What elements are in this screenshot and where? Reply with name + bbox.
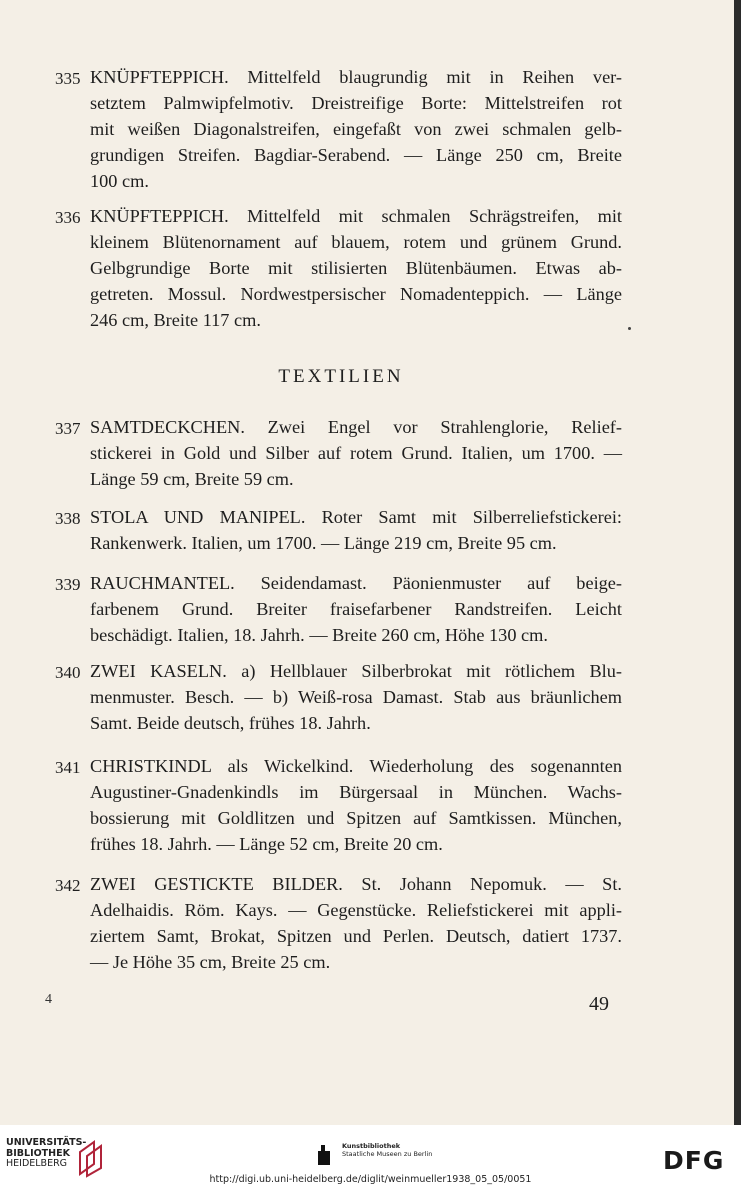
entry-line: farbenem Grund. Breiter fraisefarbener Randstreifen. Leicht: [90, 599, 622, 619]
entry-line: CHRISTKINDL als Wickelkind. Wiederholung des sogenannten: [90, 756, 622, 776]
entry-number: 336: [55, 208, 81, 227]
entry-line: ziertem Samt, Brokat, Spitzen und Perlen. Deutsch, datiert 1737.: [90, 926, 622, 946]
entry-line: mit weißen Diagonalstreifen, eingefaßt von zwei schmalen gelb-: [90, 119, 622, 139]
entry-line: KNÜPFTEPPICH. Mittelfeld blaugrundig mit in Reihen ver-: [90, 67, 622, 87]
kb-line-1: Kunstbibliothek: [342, 1142, 401, 1150]
entry-number: 342: [55, 876, 81, 895]
entry-line: Länge 59 cm, Breite 59 cm.: [90, 469, 294, 489]
entry-line: Samt. Beide deutsch, frühes 18. Jahrh.: [90, 713, 371, 733]
entry-number: 337: [55, 419, 81, 438]
ub-line-3: HEIDELBERG: [6, 1158, 68, 1169]
entry-number: 335: [55, 69, 81, 88]
entry-line: beschädigt. Italien, 18. Jahrh. — Breite 260 cm, Höhe 130 cm.: [90, 625, 548, 645]
entry-line: grundigen Streifen. Bagdiar-Serabend. — Länge 250 cm, Breite: [90, 145, 622, 165]
entry-line: bossierung mit Goldlitzen und Spitzen auf Samtkissen. München,: [90, 808, 622, 828]
entry-line: STOLA UND MANIPEL. Roter Samt mit Silberreliefstickerei:: [90, 507, 622, 527]
entry-line: 246 cm, Breite 117 cm.: [90, 310, 261, 330]
kb-logo-text: [342, 1142, 432, 1158]
kunstbibliothek-logo[interactable]: [316, 1141, 456, 1171]
entry-line: kleinem Blütenornament auf blauem, rotem und grünem Grund.: [90, 232, 622, 252]
page-number: 49: [589, 993, 609, 1015]
entry-line: ZWEI GESTICKTE BILDER. St. Johann Nepomuk. — St.: [90, 874, 622, 894]
entry-line: RAUCHMANTEL. Seidendamast. Päonienmuster auf beige-: [90, 573, 622, 593]
entry-line: 100 cm.: [90, 171, 149, 191]
entry-line: Augustiner-Gnadenkindls im Bürgersaal in München. Wachs-: [90, 782, 622, 802]
source-url-link[interactable]: http://digi.ub.uni-heidelberg.de/diglit/weinmueller1938_05_05/0051: [209, 1174, 532, 1185]
ub-emblem-icon: [76, 1140, 106, 1178]
entry-line: frühes 18. Jahrh. — Länge 52 cm, Breite 20 cm.: [90, 834, 443, 854]
kunstbibliothek-emblem-icon: [316, 1143, 336, 1167]
entry-line: Rankenwerk. Italien, um 1700. — Länge 219 cm, Breite 95 cm.: [90, 533, 557, 553]
entry-line: menmuster. Besch. — b) Weiß-rosa Damast. Stab aus bräunlichem: [90, 687, 622, 707]
kb-line-2: Staatliche Museen zu Berlin: [342, 1150, 433, 1158]
dfg-logo[interactable]: DFG: [663, 1146, 725, 1175]
entry-line: stickerei in Gold und Silber auf rotem Grund. Italien, um 1700. —: [90, 443, 622, 463]
entry-number: 341: [55, 758, 81, 777]
entry-number: 340: [55, 663, 81, 682]
signature-mark: 4: [45, 992, 52, 1007]
page-edge: [734, 0, 741, 1125]
entry-line: ZWEI KASELN. a) Hellblauer Silberbrokat mit rötlichem Blu-: [90, 661, 622, 681]
entry-line: setztem Palmwipfelmotiv. Dreistreifige Borte: Mittelstreifen rot: [90, 93, 622, 113]
entry-line: Gelbgrundige Borte mit stilisierten Blütenbäumen. Etwas ab-: [90, 258, 622, 278]
ink-speck: [628, 327, 631, 330]
entry-line: getreten. Mossul. Nordwestpersischer Nomadenteppich. — Länge: [90, 284, 622, 304]
entry-line: — Je Höhe 35 cm, Breite 25 cm.: [90, 952, 331, 972]
entry-line: KNÜPFTEPPICH. Mittelfeld mit schmalen Schrägstreifen, mit: [90, 206, 622, 226]
ub-line-2: BIBLIOTHEK: [6, 1147, 70, 1159]
entry-line: SAMTDECKCHEN. Zwei Engel vor Strahlenglorie, Relief-: [90, 417, 622, 437]
entry-number: 339: [55, 575, 81, 594]
ub-logo-text: [6, 1138, 86, 1170]
entry-number: 338: [55, 509, 81, 528]
section-title: TEXTILIEN: [278, 366, 404, 387]
ub-line-1: UNIVERSITÄTS-: [6, 1137, 87, 1148]
entry-line: Adelhaidis. Röm. Kays. — Gegenstücke. Reliefstickerei mit appli-: [90, 900, 622, 920]
